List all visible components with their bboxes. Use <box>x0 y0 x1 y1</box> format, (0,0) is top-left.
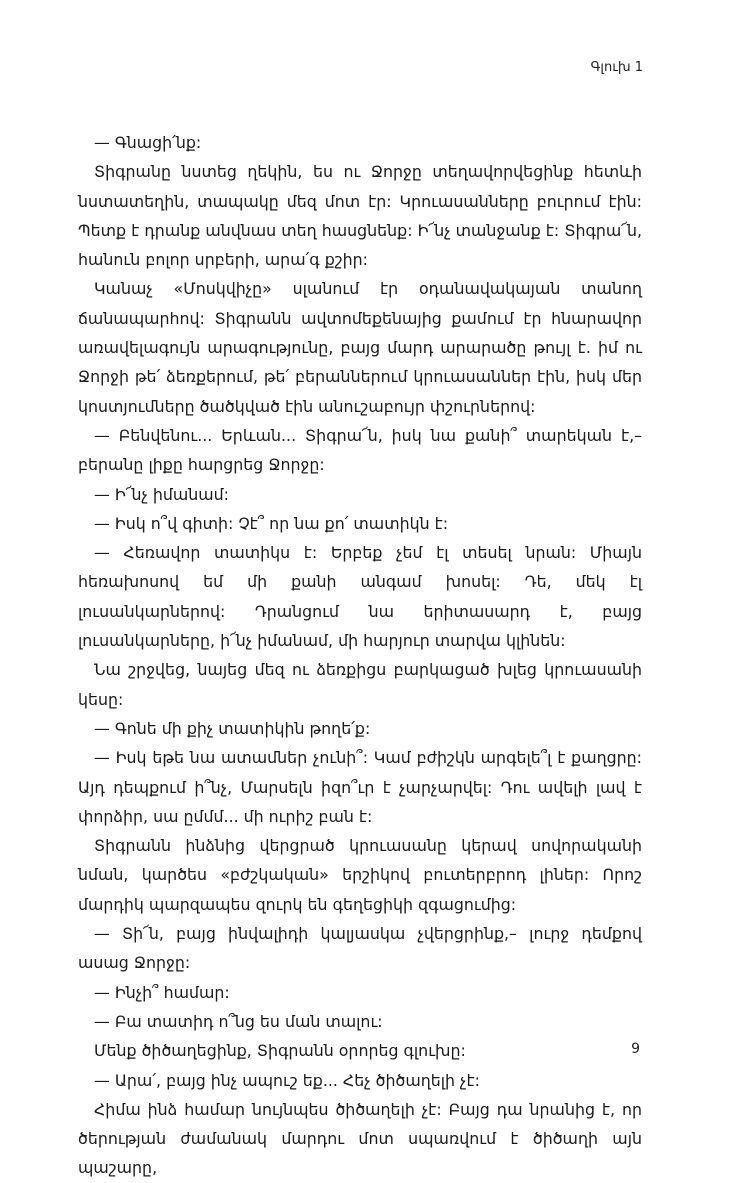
paragraph: — Գնացի՛նք: <box>94 133 202 152</box>
page-number: 9 <box>631 1041 640 1057</box>
paragraph: Տիգրանը նստեց ղեկին, ես ու Ջորջը տեղավորվեցինք հետևի նստատեղին, տապակը մեզ մոտ էր: Կրուասանները բուրում էին: Պետք է դրանք անվնաս տեղ հասցնենք: Ի՜նչ տանջանք է: Տիգրա՜ն, հանուն բոլոր սրբերի, արա՛գ քշիր: <box>78 162 642 270</box>
paragraph: — Բենվենու... Երևան... Տիգրա՜ն, իսկ նա քանի՞ տարեկան է,– բերանը լիքը հարցրեց Ջորջը: <box>78 425 642 475</box>
paragraph: — Բա տատիդ ո՞նց ես ման տալու: <box>94 1011 383 1031</box>
paragraph: — Ինչի՞ համար: <box>94 982 230 1002</box>
paragraph: — Իսկ ո՞վ գիտի: Չէ՞ որ նա քո՛ տատիկն է: <box>94 513 449 533</box>
paragraph: Հիմա ինձ համար նույնպես ծիծաղելի չէ: Բայց դա նրանից է, որ ծերության ժամանակ մարդու մոտ սպառվում է ծիծաղի այն պաշարը, <box>78 1099 642 1178</box>
paragraph: Նա շրջվեց, նայեց մեզ ու ձեռքիցս բարկացած խլեց կրուասանի կեսը: <box>78 660 642 709</box>
paragraph: Տիգրանն ինձնից վերցրած կրուասանը կերավ սովորականի նման, կարծես «բժշկական» երշիկով բուտերբրոդ լիներ: Որոշ մարդիկ պարզապես զուրկ են գեղեցիկի զգացումից: <box>78 836 642 914</box>
paragraph: — Ի՜նչ իմանամ: <box>94 484 230 504</box>
paragraph: — Հեռավոր տատիկս է: Երբեք չեմ էլ տեսել նրան: Միայն հեռախոսով եմ մի քանի անգամ խոսել: Դե, մեկ էլ լուսանկարներով: Դրանցում նա երիտասարդ է, բայց լուսանկարները, ի՜նչ իմանամ, մի հարյուր տարվա կլինեն: <box>78 543 642 651</box>
paragraph: — Արա՛, բայց ինչ ապուշ եք... Հեչ ծիծաղելի չէ: <box>94 1070 480 1090</box>
paragraph: Կանաչ «Մոսկվիչը» սլանում էր օդանավակայան տանող ճանապարհով: Տիգրանն ավտոմեքենայից քամում էր հնարավոր առավելագույն արագությունը, բայց մարդ արարածը թույլ է. իմ ու Ջորջի թե՛ ձեռքերում, թե՛ բերաններում կրուասաններ էին, իսկ մեր կոստյումները ծածկված էին անուշաբույր փշուրներով: <box>78 279 642 416</box>
paragraph: — Տի՜ն, բայց ինվալիդի կալյասկա չվերցրինք,– լուրջ դեմքով ասաց Ջորջը: <box>78 924 642 973</box>
body-text <box>78 128 642 1183</box>
paragraph: Մենք ծիծաղեցինք, Տիգրանն օրորեց գլուխը: <box>94 1041 466 1061</box>
running-header: Գլուխ 1 <box>590 60 643 75</box>
paragraph: — Գոնե մի քիչ տատիկին թողե՛ք: <box>94 718 371 738</box>
paragraph: — Իսկ եթե նա ատամներ չունի՞: Կամ բժիշկն արգելե՞լ է քաղցրը: Այդ դեպքում ի՞նչ, Մարսելն իզո՞ւր է չարչարվել: Դու ավելի լավ է փորձիր, սա ըմմմ... մի ուրիշ բան է: <box>78 748 642 826</box>
